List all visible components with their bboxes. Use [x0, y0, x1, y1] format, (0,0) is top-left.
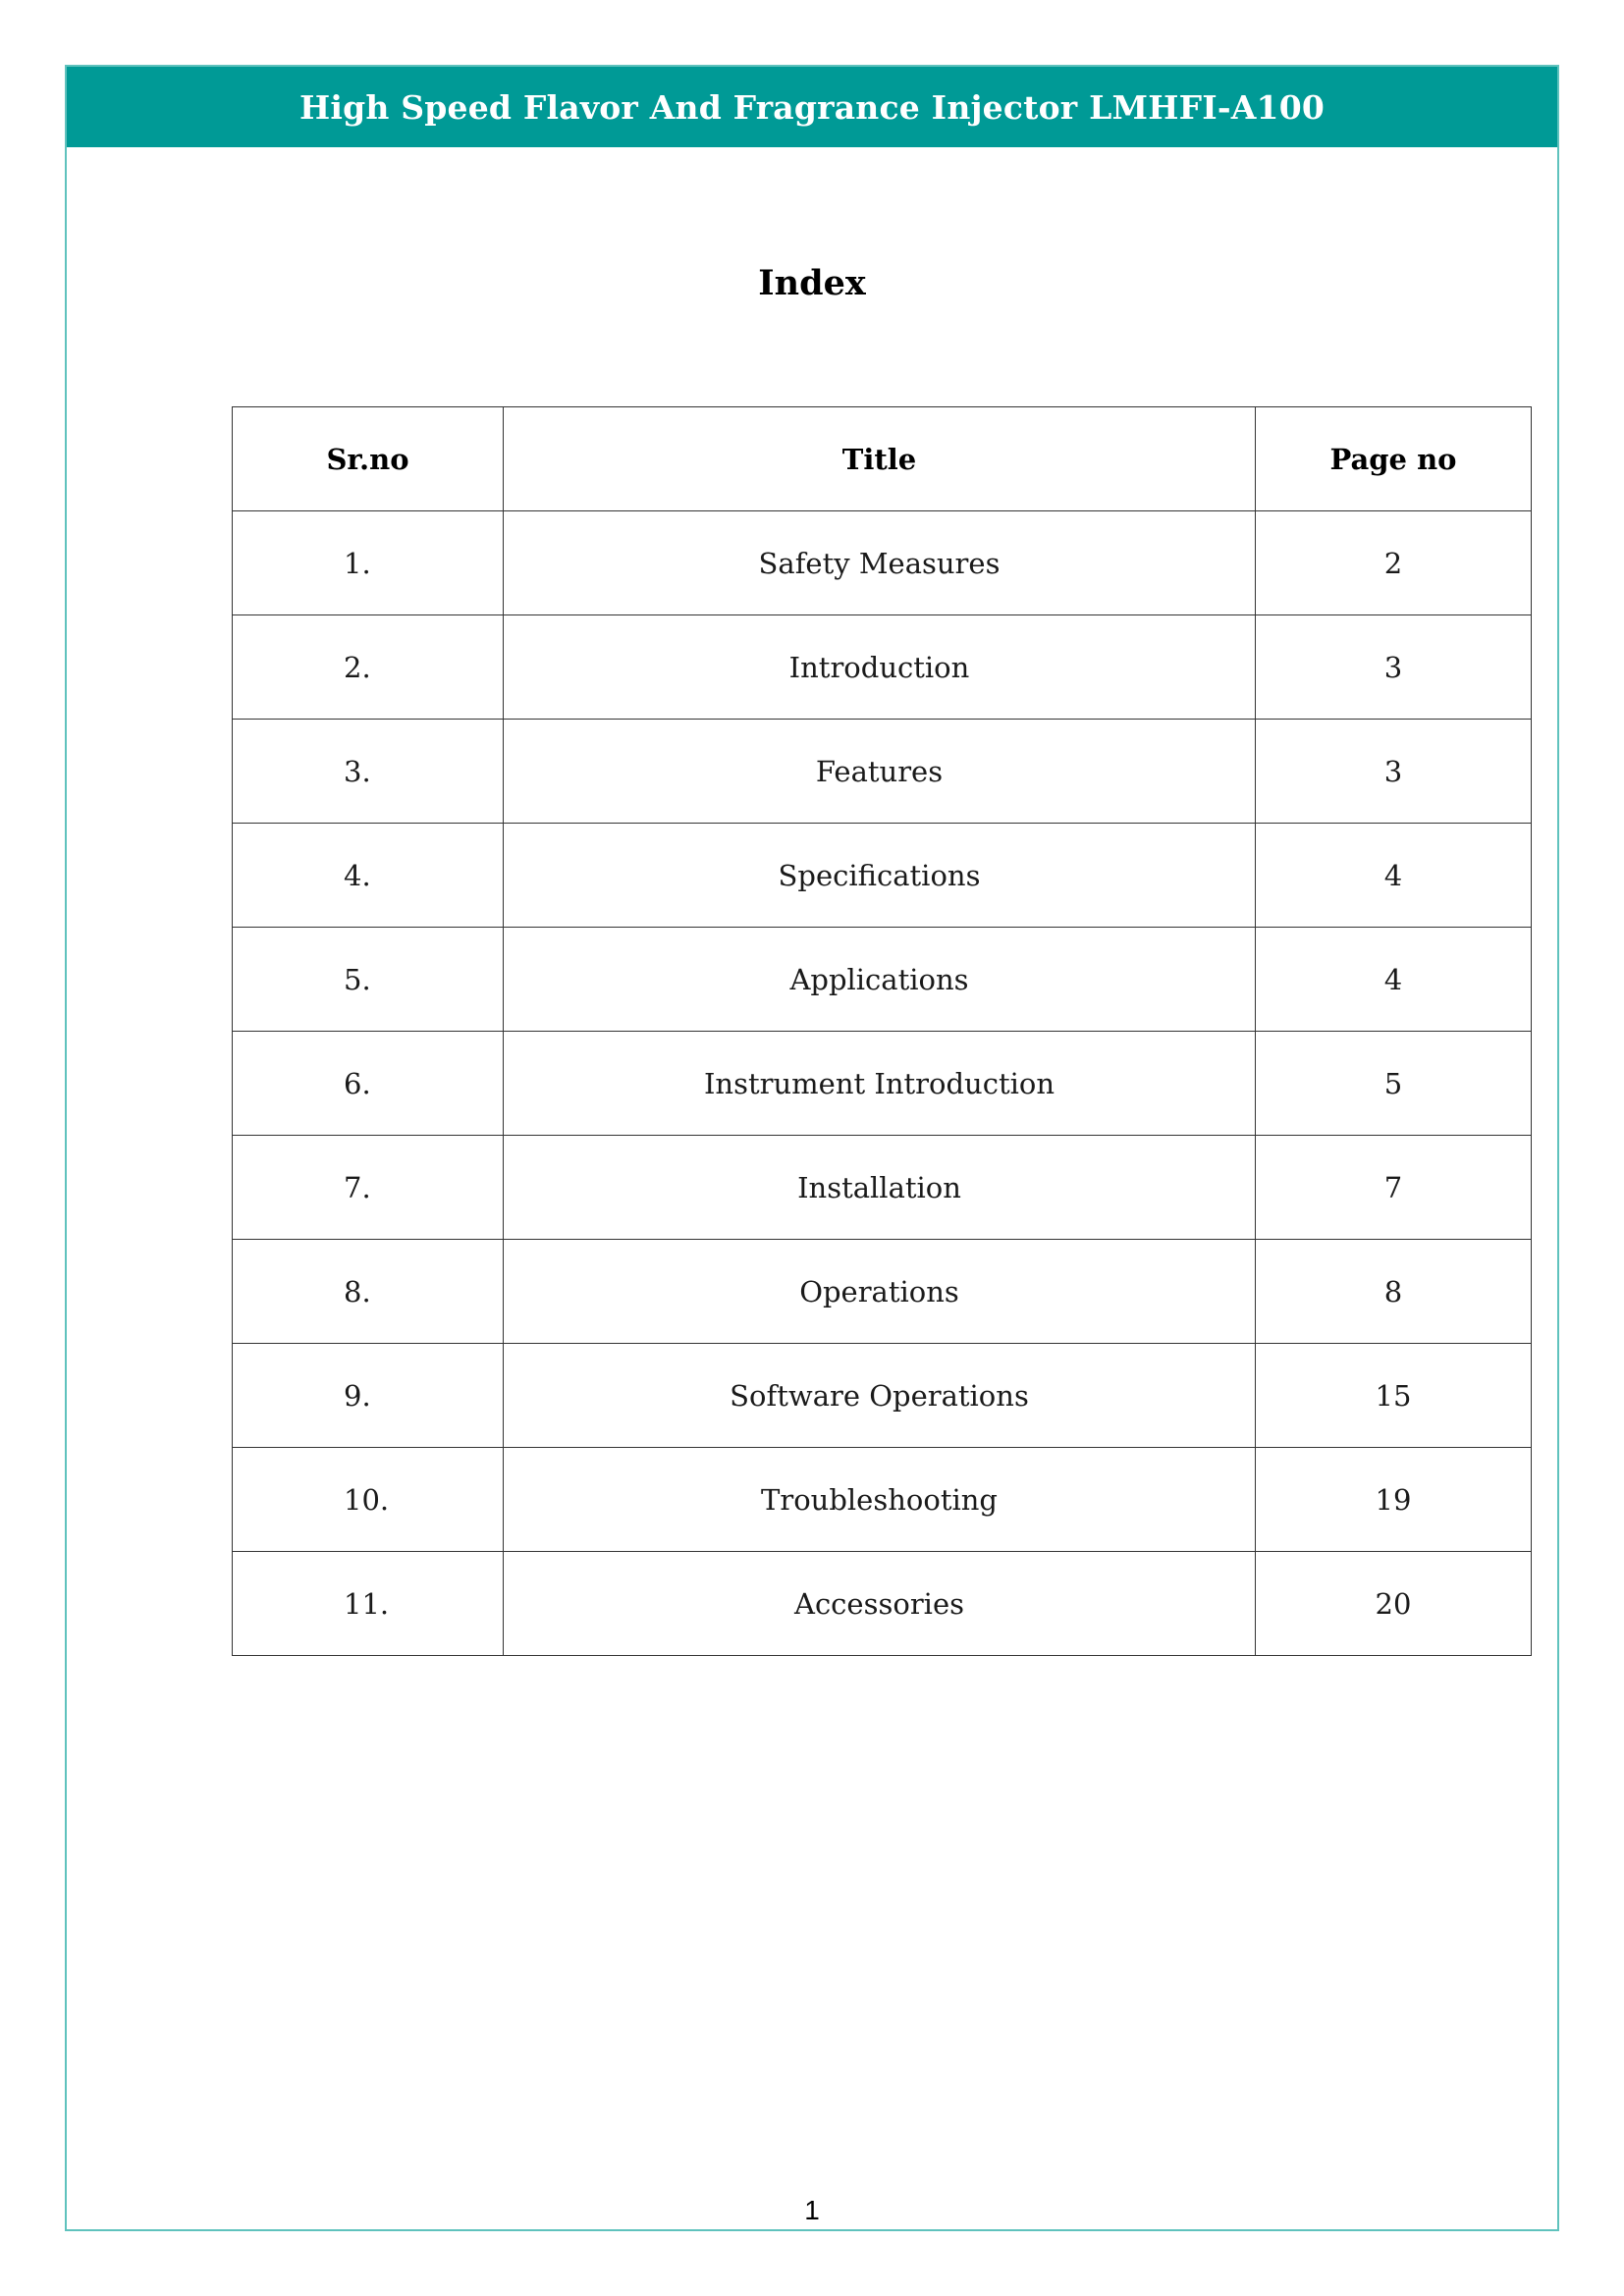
row-title: Introduction	[504, 615, 1256, 720]
row-sr-no: 4.	[233, 824, 504, 928]
row-page-no: 8	[1256, 1240, 1532, 1344]
table-row	[233, 511, 1532, 615]
row-title: Software Operations	[504, 1344, 1256, 1448]
index-heading: Index	[758, 263, 866, 303]
row-sr-no: 11.	[233, 1552, 504, 1656]
table-row	[233, 1448, 1532, 1552]
table-row	[233, 615, 1532, 720]
row-title: Operations	[504, 1240, 1256, 1344]
row-title: Accessories	[504, 1552, 1256, 1656]
row-page-no: 3	[1256, 615, 1532, 720]
row-page-no: 20	[1256, 1552, 1532, 1656]
row-title: Specifications	[504, 824, 1256, 928]
row-sr-no: 9.	[233, 1344, 504, 1448]
row-sr-no: 3.	[233, 720, 504, 824]
row-page-no: 2	[1256, 511, 1532, 615]
row-title: Troubleshooting	[504, 1448, 1256, 1552]
table-row	[233, 1240, 1532, 1344]
table-row	[233, 1344, 1532, 1448]
row-page-no: 7	[1256, 1136, 1532, 1240]
row-page-no: 3	[1256, 720, 1532, 824]
row-title: Features	[504, 720, 1256, 824]
row-title: Safety Measures	[504, 511, 1256, 615]
row-page-no: 15	[1256, 1344, 1532, 1448]
row-sr-no: 2.	[233, 615, 504, 720]
row-title: Installation	[504, 1136, 1256, 1240]
index-table	[232, 406, 1532, 1656]
row-sr-no: 6.	[233, 1032, 504, 1136]
page-frame	[65, 65, 1559, 2231]
table-row	[233, 1136, 1532, 1240]
page-number: 1	[804, 2195, 820, 2225]
row-sr-no: 7.	[233, 1136, 504, 1240]
table-row	[233, 824, 1532, 928]
row-sr-no: 10.	[233, 1448, 504, 1552]
table-row	[233, 928, 1532, 1032]
row-page-no: 4	[1256, 824, 1532, 928]
table-row	[233, 720, 1532, 824]
table-header-row	[233, 407, 1532, 511]
row-title: Applications	[504, 928, 1256, 1032]
row-sr-no: 8.	[233, 1240, 504, 1344]
row-page-no: 19	[1256, 1448, 1532, 1552]
row-title: Instrument Introduction	[504, 1032, 1256, 1136]
header-page-no: Page no	[1256, 407, 1532, 511]
header-band	[67, 67, 1557, 147]
header-title: Title	[504, 407, 1256, 511]
header-sr-no: Sr.no	[233, 407, 504, 511]
row-page-no: 5	[1256, 1032, 1532, 1136]
table-row	[233, 1552, 1532, 1656]
row-page-no: 4	[1256, 928, 1532, 1032]
table-row	[233, 1032, 1532, 1136]
row-sr-no: 5.	[233, 928, 504, 1032]
row-sr-no: 1.	[233, 511, 504, 615]
document-title: High Speed Flavor And Fragrance Injector LMHFI-A100	[298, 87, 1326, 127]
